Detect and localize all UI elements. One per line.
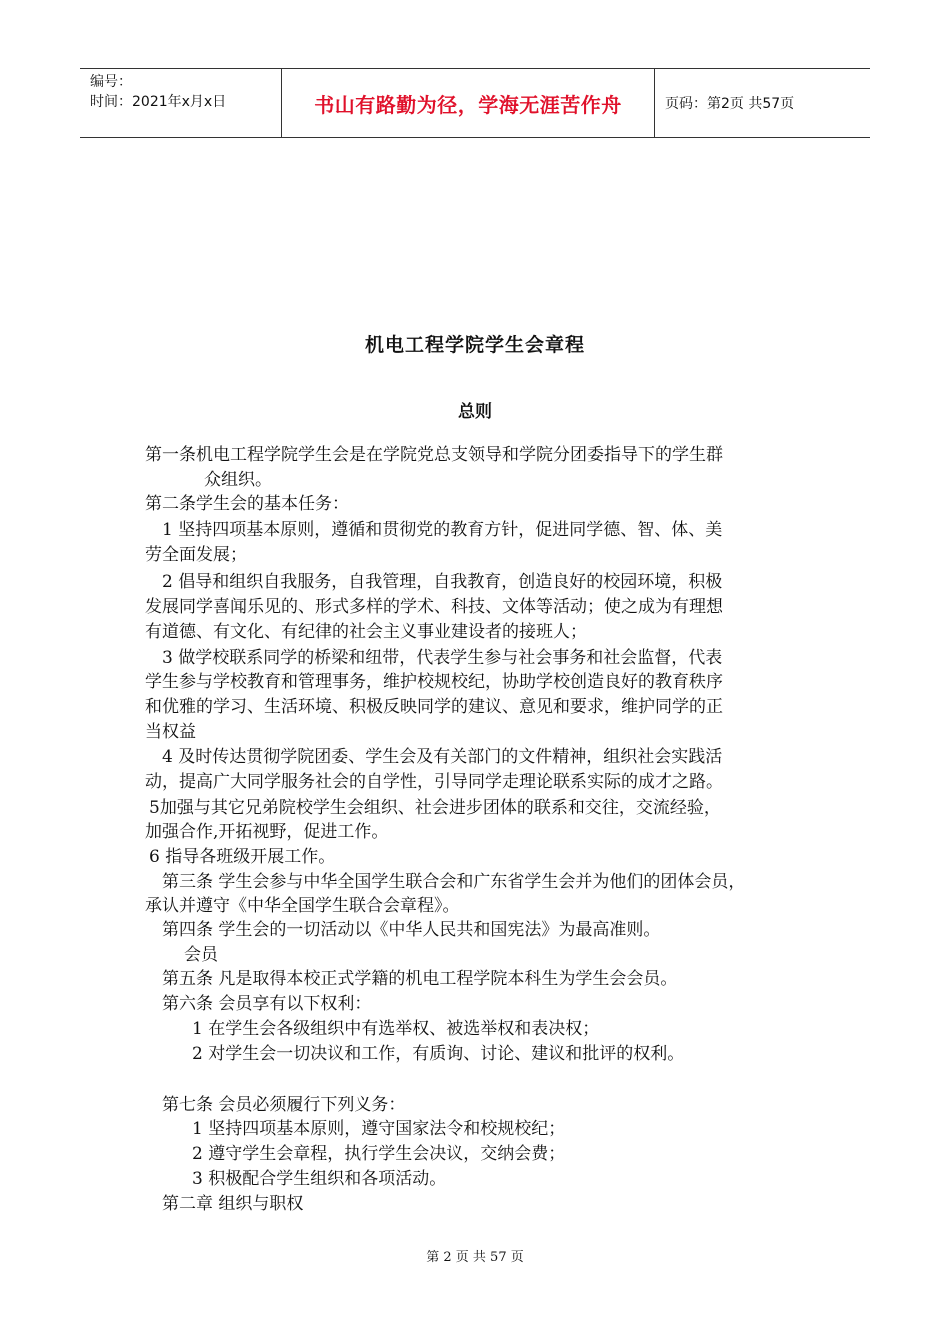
body-line: 发展同学喜闻乐见的、形式多样的学术、科技、文体等活动；使之成为有理想: [145, 597, 723, 617]
body-line: 第二条学生会的基本任务：: [145, 494, 349, 514]
body-line: 第一条机电工程学院学生会是在学院党总支领导和学院分团委指导下的学生群: [145, 445, 723, 465]
header-page-info: 页码：第2页 共57页: [665, 96, 795, 112]
body-line: 5加强与其它兄弟院校学生会组织、社会进步团体的联系和交往，交流经验，: [149, 798, 721, 818]
body-line: 1 坚持四项基本原则，遵守国家法令和校规校纪；: [192, 1119, 566, 1139]
body-line: 2 对学生会一切决议和工作，有质询、讨论、建议和批评的权利。: [192, 1044, 685, 1064]
body-line: 4 及时传达贯彻学院团委、学生会及有关部门的文件精神，组织社会实践活: [162, 747, 723, 767]
body-line: 加强合作,开拓视野，促进工作。: [145, 822, 389, 842]
body-line: 2 倡导和组织自我服务，自我管理，自我教育，创造良好的校园环境，积极: [162, 572, 723, 592]
body-line: 第三条 学生会参与中华全国学生联合会和广东省学生会并为他们的团体会员，: [162, 872, 746, 892]
body-line: 2 遵守学生会章程，执行学生会决议，交纳会费；: [192, 1144, 566, 1164]
header-meta: [80, 69, 280, 137]
body-line: 有道德、有文化、有纪律的社会主义事业建设者的接班人；: [145, 622, 587, 642]
body-line: 6 指导各班级开展工作。: [149, 847, 336, 867]
body-line: 动，提高广大同学服务社会的自学性，引导同学走理论联系实际的成才之路。: [145, 772, 723, 792]
page-footer: 第 2 页 共 57 页: [426, 1250, 524, 1265]
body-line: 第六条 会员享有以下权利：: [162, 994, 372, 1014]
body-line: 1 在学生会各级组织中有选举权、被选举权和表决权；: [192, 1019, 600, 1039]
body-line: 第七条 会员必须履行下列义务：: [162, 1095, 406, 1115]
time-label: 时间：2021年x月x日: [90, 94, 227, 110]
body-line: 第二章 组织与职权: [162, 1194, 304, 1214]
header-table: [80, 68, 870, 138]
body-line: 第五条 凡是取得本校正式学籍的机电工程学院本科生为学生会会员。: [162, 969, 678, 989]
body-line: 众组织。: [204, 470, 272, 490]
body-line: 承认并遵守《中华全国学生联合会章程》。: [145, 896, 460, 916]
body-line: 第四条 学生会的一切活动以《中华人民共和国宪法》为最高准则。: [162, 920, 661, 940]
section-heading: 总则: [458, 402, 492, 422]
body-line: 学生参与学校教育和管理事务，维护校规校纪，协助学校创造良好的教育秩序: [145, 672, 723, 692]
number-label: 编号：: [90, 74, 132, 90]
body-line: 和优雅的学习、生活环境、积极反映同学的建议、意见和要求，维护同学的正: [145, 697, 723, 717]
body-line: 当权益: [145, 722, 196, 742]
header-motto: 书山有路勤为径，学海无涯苦作舟: [314, 92, 622, 117]
body-line: 1 坚持四项基本原则，遵循和贯彻党的教育方针，促进同学德、智、体、美: [162, 520, 723, 540]
body-line: 3 积极配合学生组织和各项活动。: [192, 1169, 447, 1189]
document-title: 机电工程学院学生会章程: [364, 334, 585, 356]
body-line: 3 做学校联系同学的桥梁和纽带，代表学生参与社会事务和社会监督，代表: [162, 648, 723, 668]
body-line: 劳全面发展；: [145, 545, 247, 565]
body-line: 会员: [184, 945, 218, 965]
